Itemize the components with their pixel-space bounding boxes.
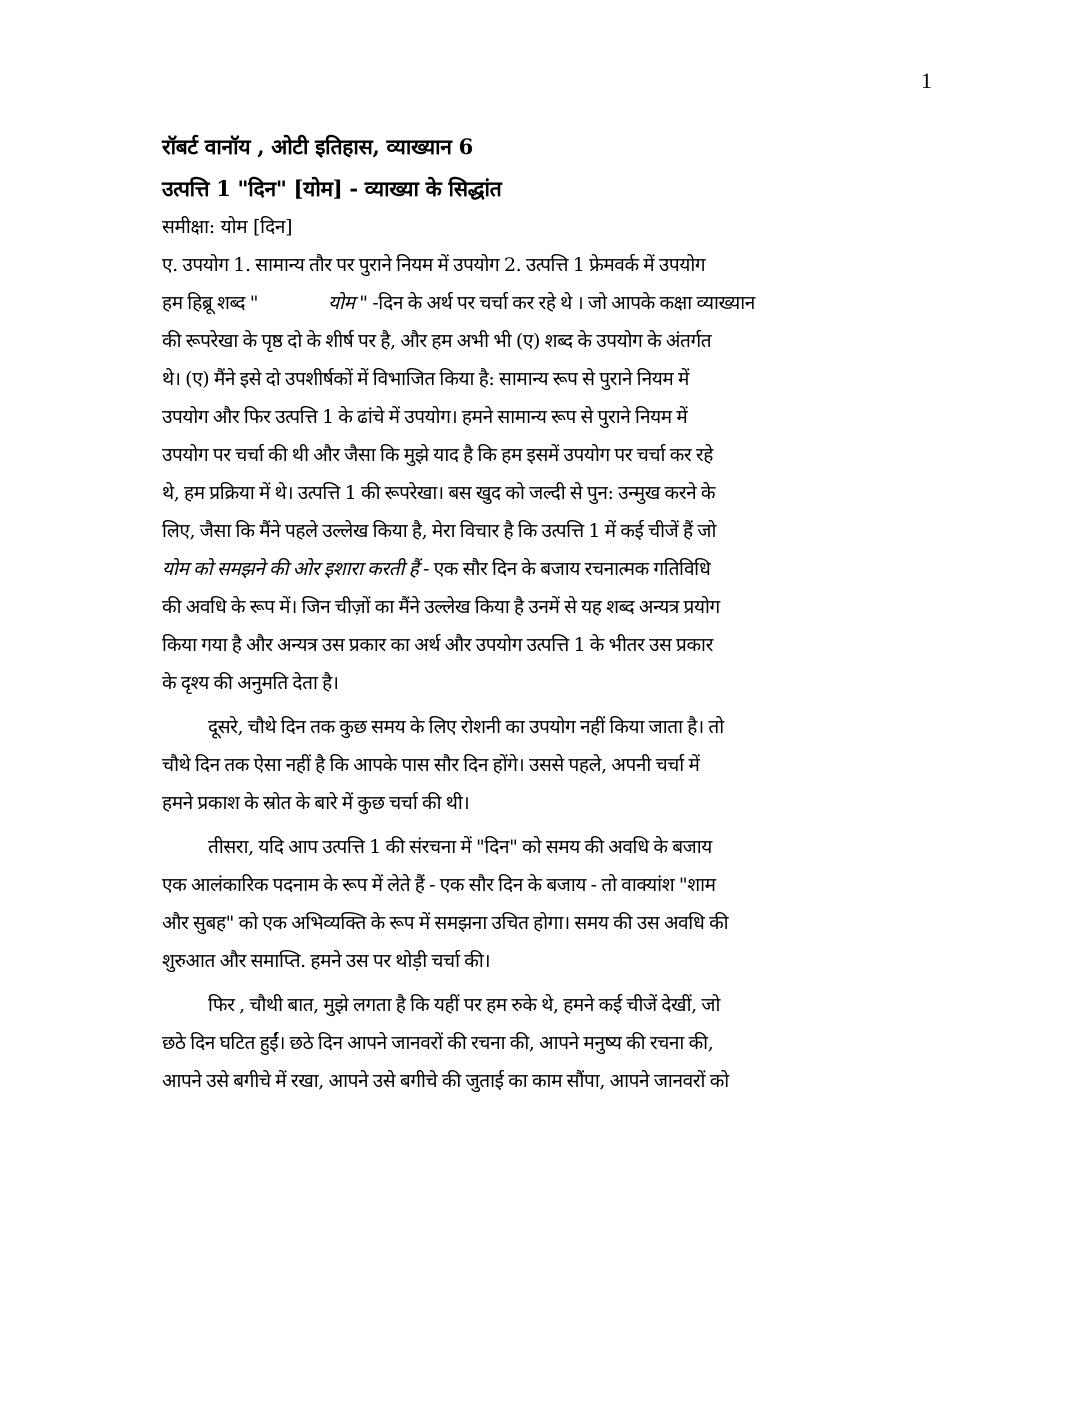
text-line: और सुबह" को एक अभिव्यक्ति के रूप में समझना उचित होगा। समय की उस अवधि की	[162, 912, 729, 934]
text-line: छठे दिन घटित हुईं। छठे दिन आपने जानवरों की रचना की, आपने मनुष्य की रचना की,	[162, 1032, 714, 1054]
lecture-title: रॉबर्ट वानॉय , ओटी इतिहास, व्याख्यान 6	[162, 134, 473, 159]
text-line: शुरुआत और समाप्ति. हमने उस पर थोड़ी चर्चा की।	[162, 950, 491, 972]
text-line: आपने उसे बगीचे में रखा, आपने उसे बगीचे की जुताई का काम सौंपा, आपने जानवरों को	[162, 1070, 729, 1092]
text-line: थे, हम प्रक्रिया में थे। उत्पत्ति 1 की रूपरेखा। बस खुद को जल्दी से पुन: उन्मुख करने के	[162, 482, 716, 504]
text-segment: हम हिब्रू शब्द "	[162, 292, 259, 314]
text-line: की अवधि के रूप में। जिन चीज़ों का मैंने उल्लेख किया है उनमें से यह शब्द अन्यत्र प्रयोग	[162, 596, 720, 618]
text-line: एक आलंकारिक पदनाम के रूप में लेते हैं - एक सौर दिन के बजाय - तो वाक्यांश "शाम	[162, 874, 716, 896]
text-line: दूसरे, चौथे दिन तक कुछ समय के लिए रोशनी का उपयोग नहीं किया जाता है। तो	[208, 716, 724, 738]
text-line: हमने प्रकाश के स्रोत के बारे में कुछ चर्चा की थी।	[162, 792, 470, 814]
yom-italic: योम "	[328, 292, 368, 314]
page-number: 1	[921, 68, 932, 93]
text-segment: - एक सौर दिन के बजाय रचनात्मक गतिविधि	[418, 558, 711, 580]
paragraph-4	[162, 986, 932, 1100]
lecture-subtitle: उत्पत्ति 1 "दिन" [योम] - व्याख्या के सिद्धांत	[162, 176, 502, 201]
paragraph-1	[162, 246, 932, 702]
text-line: थे। (ए) मैंने इसे दो उपशीर्षकों में विभाजित किया है: सामान्य रूप से पुराने नियम में	[162, 368, 689, 390]
text-line: लिए, जैसा कि मैंने पहले उल्लेख किया है, मेरा विचार है कि उत्पत्ति 1 में कई चीजें हैं जो	[162, 520, 716, 542]
text-line: के दृश्य की अनुमति देता है।	[162, 672, 339, 694]
paragraph-2	[162, 708, 932, 822]
text-line: की रूपरेखा के पृष्ठ दो के शीर्ष पर है, और हम अभी भी (ए) शब्द के उपयोग के अंतर्गत	[162, 330, 712, 352]
text-line: फिर , चौथी बात, मुझे लगता है कि यहीं पर हम रुके थे, हमने कई चीजें देखीं, जो	[208, 994, 720, 1016]
document-body	[162, 128, 932, 1100]
review-heading: समीक्षा: योम [दिन]	[162, 216, 293, 238]
text-line: उपयोग और फिर उत्पत्ति 1 के ढांचे में उपयोग। हमने सामान्य रूप से पुराने नियम में	[162, 406, 688, 428]
italic-phrase: योम को समझने की ओर इशारा करती हैं	[162, 558, 419, 580]
text-line	[162, 550, 932, 588]
text-line: चौथे दिन तक ऐसा नहीं है कि आपके पास सौर दिन होंगे। उससे पहले, अपनी चर्चा में	[162, 754, 700, 776]
paragraph-3	[162, 828, 932, 980]
text-segment: -दिन के अर्थ पर चर्चा कर रहे थे । जो आपके कक्षा व्याख्यान	[367, 292, 755, 314]
text-line: तीसरा, यदि आप उत्पत्ति 1 की संरचना में "दिन" को समय की अवधि के बजाय	[208, 836, 712, 858]
text-line	[162, 284, 932, 322]
text-line: ए. उपयोग 1. सामान्य तौर पर पुराने नियम में उपयोग 2. उत्पत्ति 1 फ्रेमवर्क में उपयोग	[162, 254, 706, 276]
text-line: किया गया है और अन्यत्र उस प्रकार का अर्थ और उपयोग उत्पत्ति 1 के भीतर उस प्रकार	[162, 634, 713, 656]
text-line: उपयोग पर चर्चा की थी और जैसा कि मुझे याद है कि हम इसमें उपयोग पर चर्चा कर रहे	[162, 444, 713, 466]
